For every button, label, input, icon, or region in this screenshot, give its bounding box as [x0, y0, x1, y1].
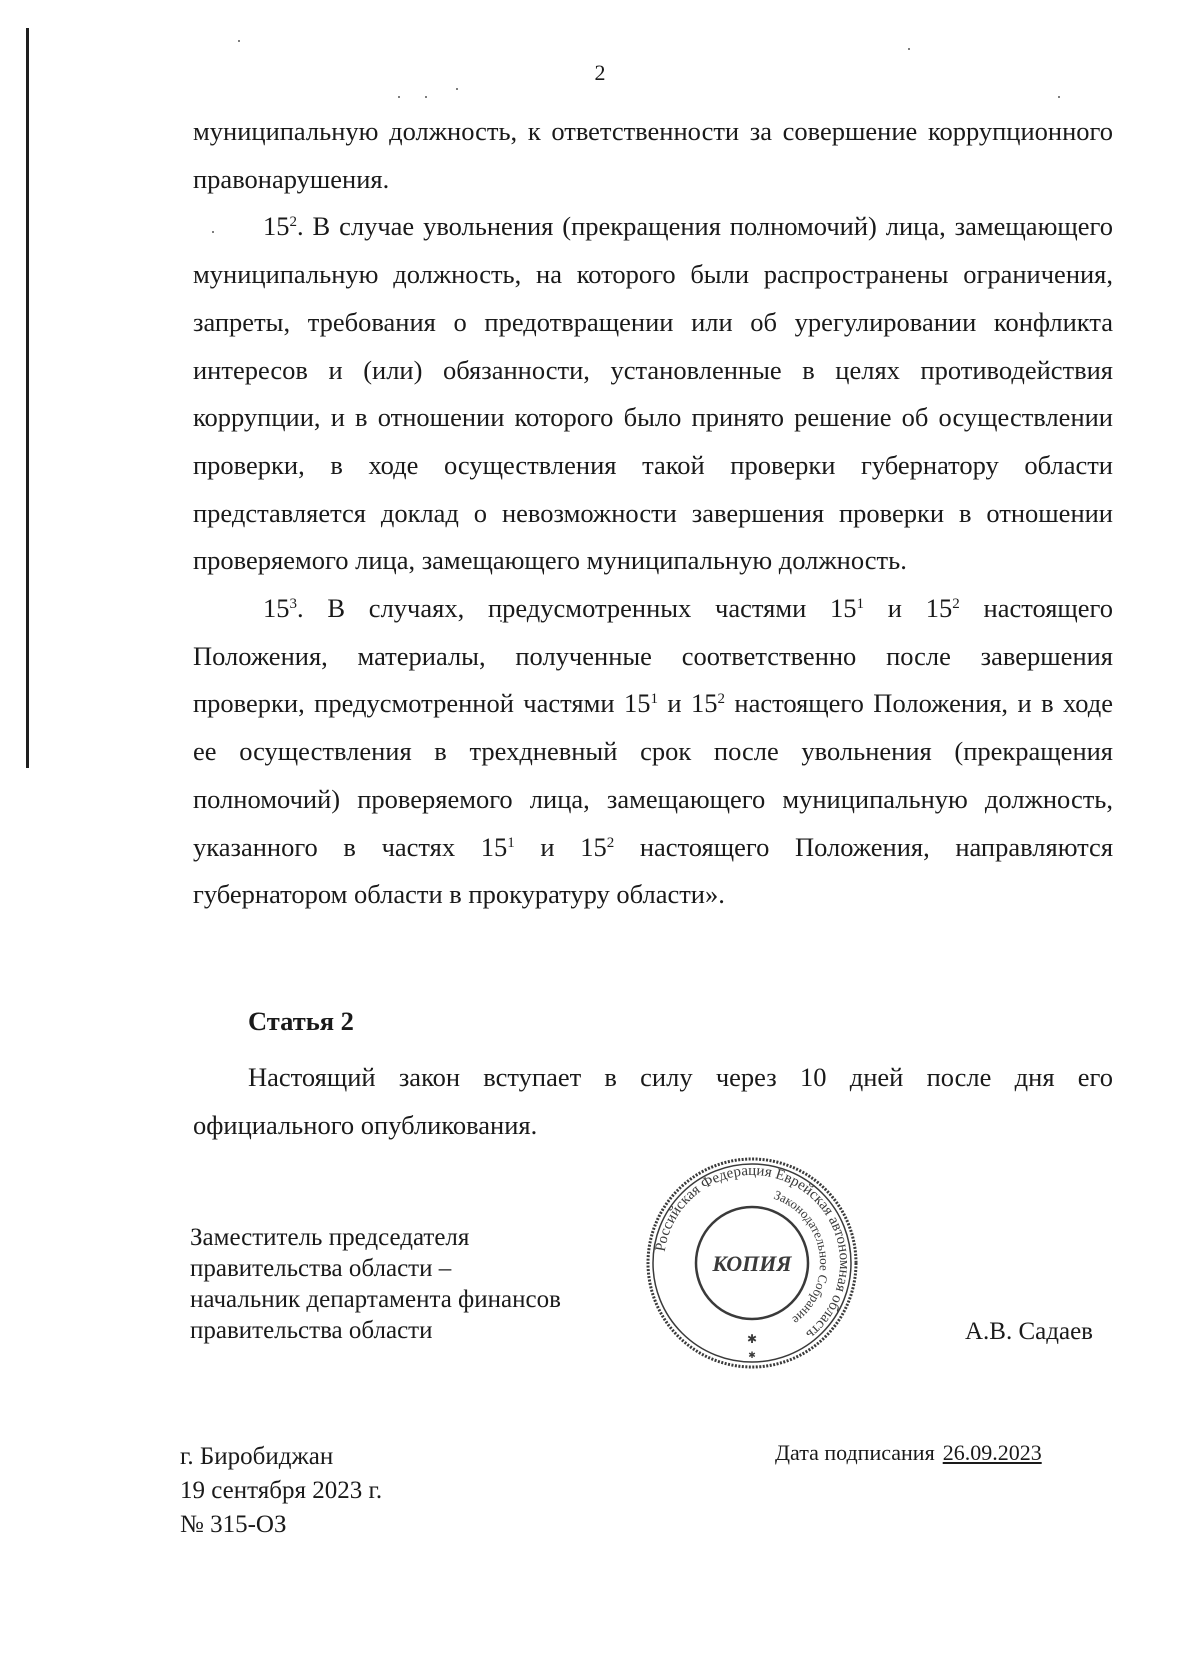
seal-star-icon: ✱: [748, 1351, 756, 1361]
clause-reference-superscript: 1: [507, 834, 515, 851]
clause-number: 15: [263, 593, 290, 624]
clause-reference-superscript: 1: [650, 691, 658, 708]
scan-speck: [425, 96, 427, 98]
clause-number: 15: [263, 211, 290, 242]
issue-date: 19 сентября 2023 г.: [180, 1477, 383, 1504]
article-heading: Статья 2: [248, 1006, 354, 1036]
signer-title-line: правительства области –: [190, 1255, 452, 1282]
paragraph-text: . В случаях, предусмотренных частями: [297, 593, 831, 624]
paragraph-text: настоящего Положения, и в ходе ее осуществления в трехдневный срок после увольнения (прекращения полномочий) проверяемого лица, замещающего муниципальную должность, указанного в частях: [193, 688, 1113, 862]
clause-superscript: 3: [289, 596, 297, 613]
seal-star-icon: ✱: [746, 1332, 758, 1346]
paragraph-continuation: муниципальную должность, к ответственности за совершение коррупционного правонарушения.: [193, 116, 1113, 194]
page-number: 2: [594, 60, 606, 85]
signing-date-label: Дата подписания: [775, 1440, 935, 1465]
scan-edge-line: [26, 28, 29, 768]
clause-reference-superscript: 2: [952, 596, 960, 613]
clause-reference: 15: [623, 688, 651, 719]
document-body: [193, 108, 1113, 919]
clause-superscript: 2: [289, 214, 297, 231]
law-issue-details: [180, 1440, 382, 1542]
scan-speck: [1058, 96, 1060, 98]
article-body: [193, 1054, 1113, 1149]
seal-inner-text: Законодательное Собрание: [771, 1187, 833, 1328]
signing-date-value: 26.09.2023: [942, 1440, 1042, 1465]
paragraph-15-3: [193, 585, 1113, 919]
article-paragraph: Настоящий закон вступает в силу через 10 дней после дня его официального опубликования.: [193, 1062, 1113, 1140]
signing-date-block: [775, 1440, 1042, 1466]
signer-title: [190, 1222, 561, 1346]
scan-speck: [238, 40, 240, 42]
scan-speck: [456, 88, 458, 90]
clause-reference-superscript: 1: [856, 596, 865, 613]
paragraph-15-2: [193, 203, 1113, 585]
paragraph-text: настоящего Положения, материалы, полученные соответственно после завершения проверки, предусмотренной частями: [193, 593, 1114, 719]
conjunction: и: [864, 593, 926, 624]
clause-reference-superscript: 2: [717, 691, 725, 708]
clause-reference: 15: [480, 831, 508, 862]
signer-title-line: правительства области: [190, 1317, 433, 1344]
clause-reference-superscript: 2: [606, 834, 615, 851]
law-number: № 315-ОЗ: [180, 1511, 287, 1538]
clause-reference: 15: [830, 593, 857, 624]
issue-city: г. Биробиджан: [180, 1443, 334, 1470]
scan-speck: [908, 48, 910, 50]
conjunction: и: [514, 831, 581, 862]
paragraph-text: настоящего Положения, направляются губернатором области в прокуратуру области».: [193, 831, 1114, 910]
conjunction: и: [657, 688, 691, 719]
seal-outer-text: Российская Федерация Еврейская автономная область: [652, 1162, 853, 1343]
official-seal-stamp: [642, 1153, 862, 1373]
clause-reference: 15: [925, 593, 953, 624]
clause-reference: 15: [580, 831, 607, 862]
scan-speck: [398, 96, 400, 98]
signer-title-line: начальник департамента финансов: [190, 1286, 561, 1313]
signer-name: А.В. Садаев: [965, 1318, 1093, 1345]
clause-reference: 15: [690, 688, 718, 719]
signer-title-line: Заместитель председателя: [190, 1224, 470, 1251]
paragraph-text: . В случае увольнения (прекращения полномочий) лица, замещающего муниципальную должность, на которого были распространены ограничения, запреты, требования о предотвращении или об урегулировании конфликта интересов и (или) обязанности, установленные в целях противодействия коррупции, и в отношении которого было принято решение об осуществлении проверки, в ходе осуществления такой проверки губернатору области представляется доклад о невозможности завершения проверки в отношении проверяемого лица, замещающего муниципальную должность.: [193, 211, 1113, 576]
seal-center-text: КОПИЯ: [712, 1251, 792, 1276]
